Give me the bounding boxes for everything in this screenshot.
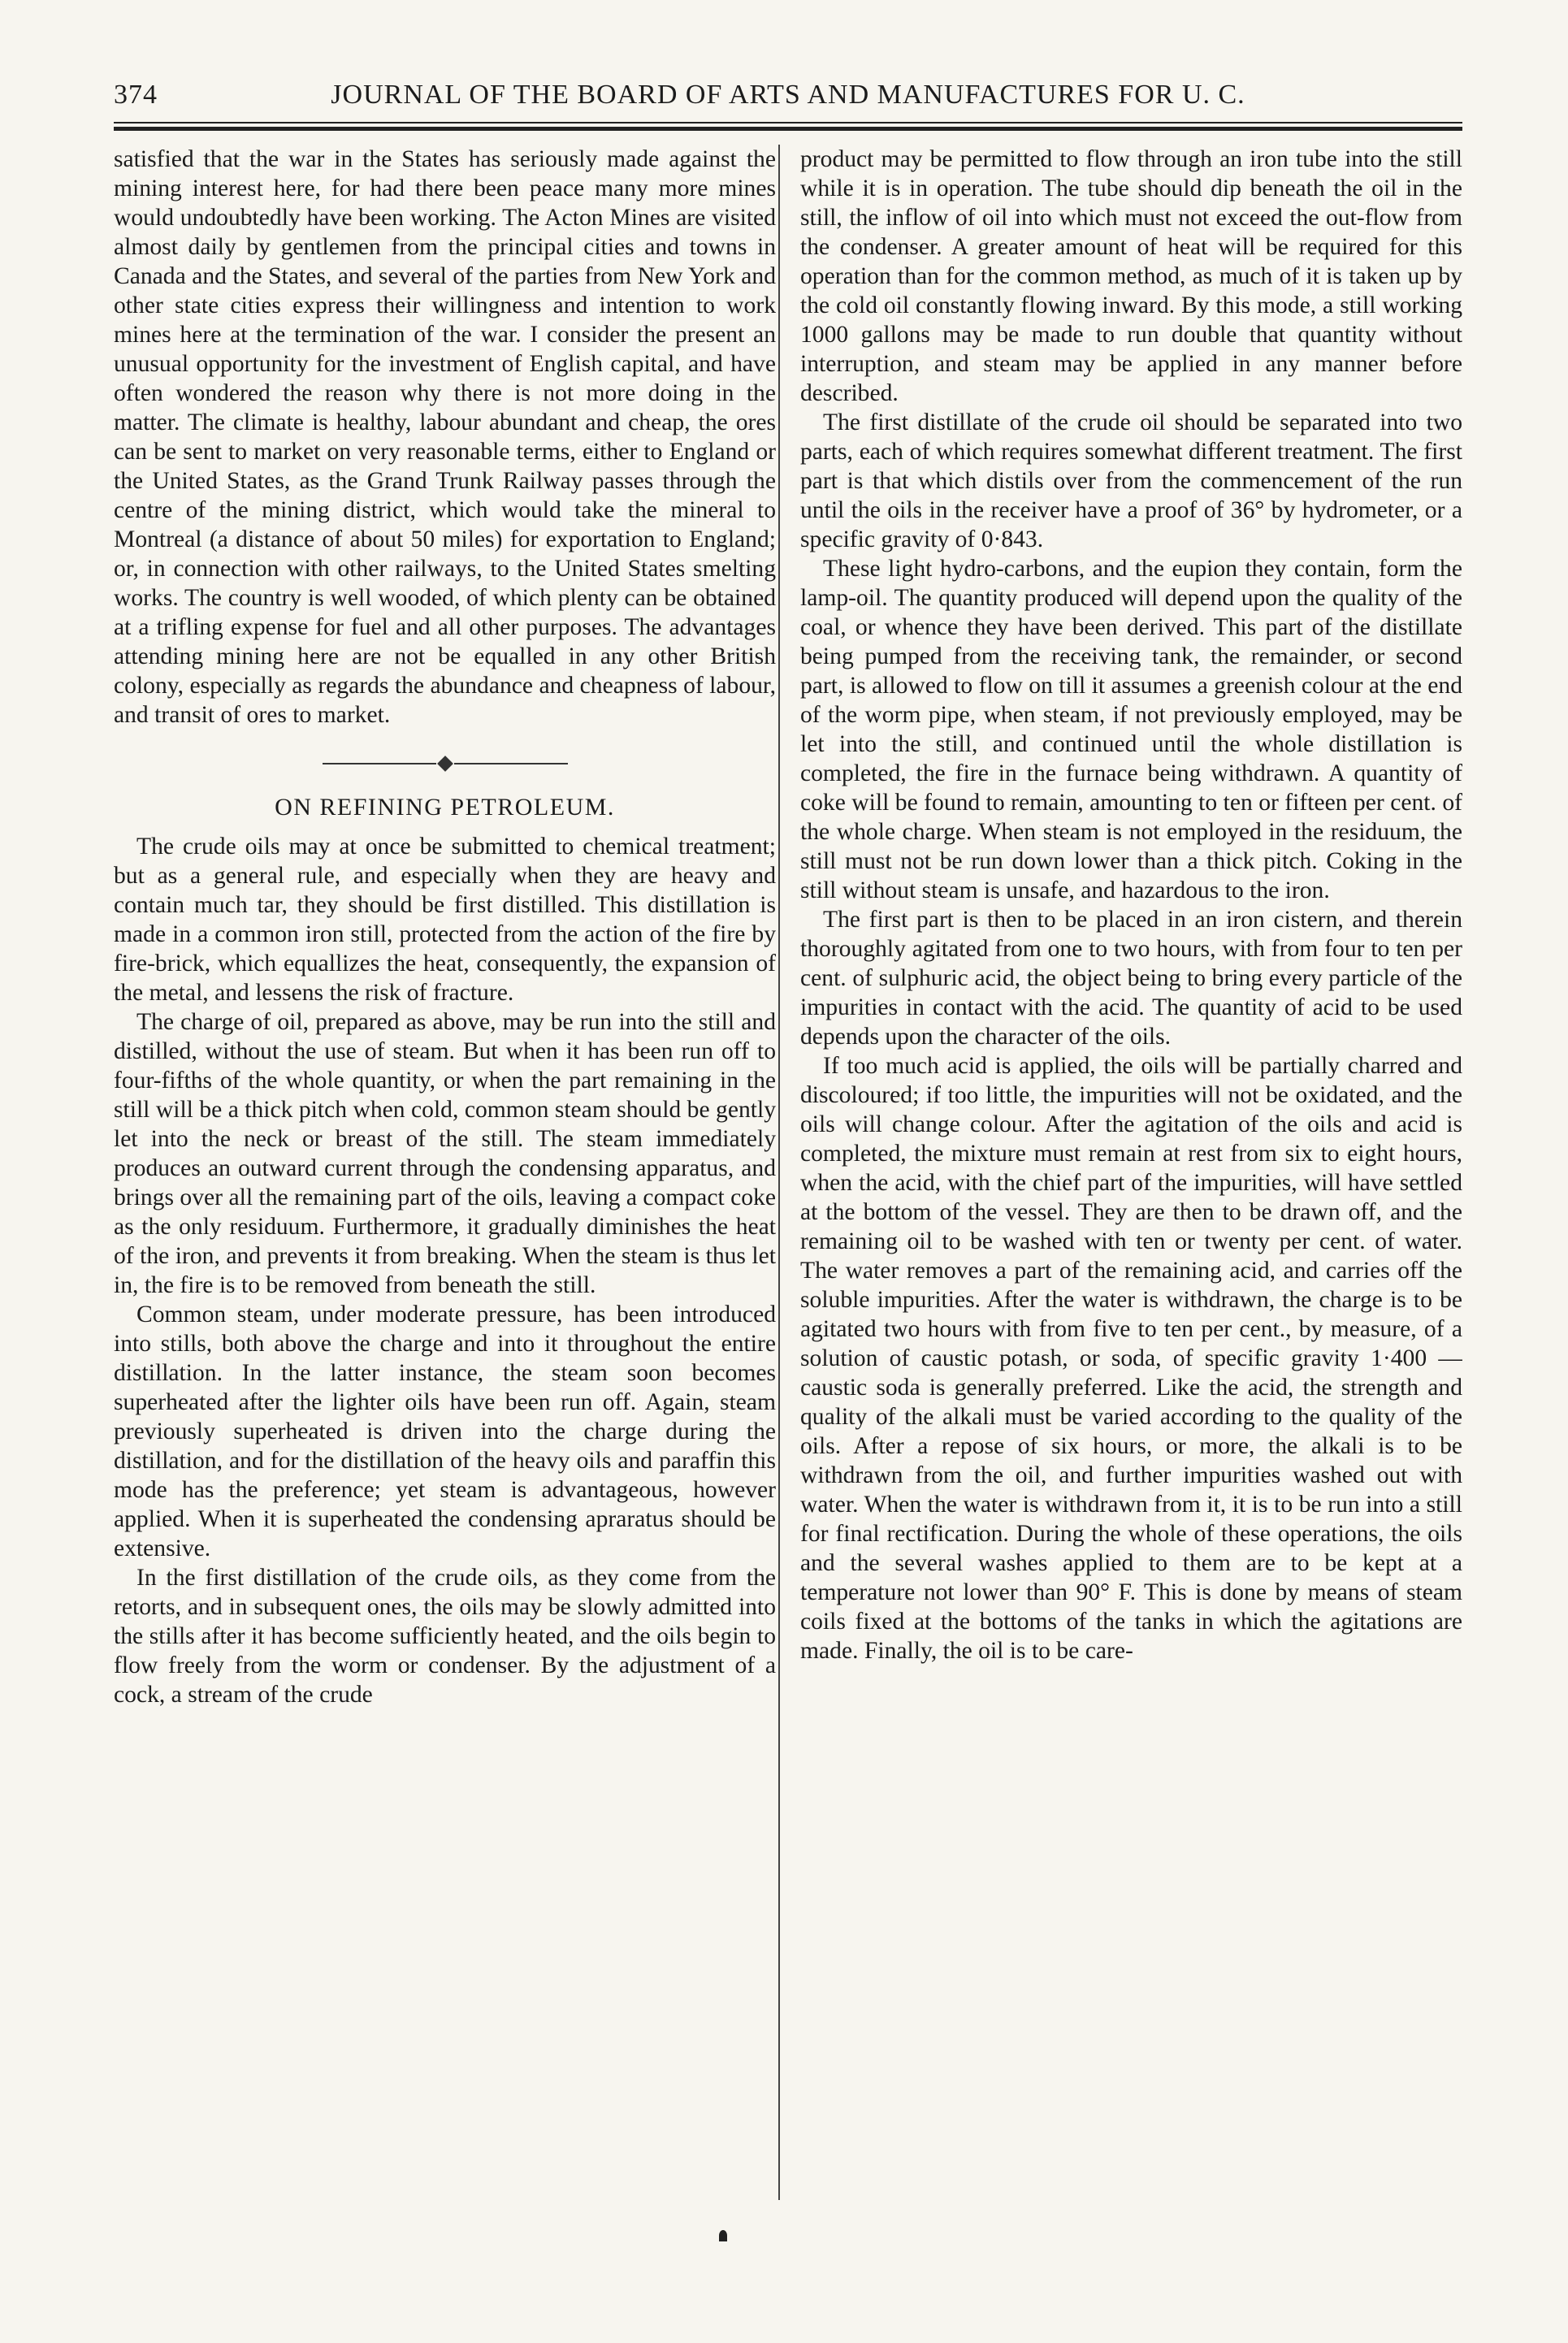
paragraph-crude-oils: The crude oils may at once be submitted to chemical treatment; but as a general rule, and especially when they are heavy and contain much tar, they should be first distilled. This distillation is made in a common iron still, protected from the action of the fire by fire-brick, which equallizes the heat, consequently, the expansion of the metal, and lessens the risk of fracture.: [114, 834, 776, 1006]
printers-mark-icon: [719, 2230, 727, 2241]
running-header: [114, 80, 1462, 119]
journal-title: JOURNAL OF THE BOARD OF ARTS AND MANUFACTURES FOR U. C.: [331, 80, 1245, 110]
paragraph-too-much-acid: If too much acid is applied, the oils will be partially charred and discoloured; if too little, the impurities will not be oxidated, and the oils will change colour. After the agitation of the oils and acid is completed, the mixture must remain at rest from six to eight hours, when the acid, with the chief part of the impurities, will have settled at the bottom of the vessel. They are then to be drawn off, and the remaining oil to be washed with ten or twenty per cent. of water. The water removes a part of the remaining acid, and carries off the soluble impurities. After the water is withdrawn, the charge is to be agitated two hours with from five to ten per cent., by measure, of a solution of caustic potash, or soda, of specific gravity 1·400 —caustic soda is generally preferred. Like the acid, the strength and quality of the alkali must be varied according to the quality of the oils. After a repose of six hours, or more, the alkali is to be withdrawn from the oil, and further impurities washed out with water. When the water is withdrawn from it, it is to be run into a still for final rectification. During the whole of these operations, the oils and the several washes applied to them are to be kept at a temperature not lower than 90° F. This is done by means of steam coils fixed at the bottoms of the tanks in which the agitations are made. Finally, the oil is to be care-: [800, 1053, 1462, 1664]
left-column: [114, 145, 776, 2224]
paragraph-first-distillation: In the first distillation of the crude oils, as they come from the retorts, and in subsequent ones, the oils may be slowly admitted into the stills after it has become sufficiently heated, and the oils begin to flow freely from the worm or condenser. By the adjustment of a cock, a stream of the crude: [114, 1565, 776, 1708]
article-heading: ON REFINING PETROLEUM.: [275, 794, 615, 821]
paragraph-first-distillate: The first distillate of the crude oil should be separated into two parts, each of which requires somewhat different treatment. The first part is that which distils over from the commencement of the run until the oils in the receiver have a proof of 36° by hydrometer, or a specific gravity of 0·843.: [800, 409, 1462, 552]
header-rule-thin: [114, 122, 1462, 123]
paragraph-light-hydrocarbons: These light hydro-carbons, and the eupion they contain, form the lamp-oil. The quantity produced will depend upon the quality of the coal, or whence they have been derived. This part of the distillate being pumped from the receiving tank, the remainder, or second part, is allowed to flow on till it assumes a greenish colour at the end of the worm pipe, when steam, if not previously employed, may be let into the still, and continued until the whole distillation is completed, the fire in the furnace being withdrawn. A quantity of coke will be found to remain, amounting to ten or fifteen per cent. of the whole charge. When steam is not employed in the residuum, the still must not be run down lower than a thick pitch. Coking in the still without steam is unsafe, and hazardous to the iron.: [800, 556, 1462, 903]
diamond-ornament-icon: [437, 756, 453, 772]
paragraph-mining-continuation: satisfied that the war in the States has seriously made against the mining interest here, for had there been peace many more mines would undoubtedly have been working. The Acton Mines are visited almost daily by gentlemen from the principal cities and towns in Canada and the States, and several of the parties from New York and other state cities express their willingness and intention to work mines here at the termination of the war. I consider the present an unusual opportunity for the investment of English capital, and have often wondered the reason why there is not more doing in the matter. The climate is healthy, labour abundant and cheap, the ores can be sent to market on very reasonable terms, either to England or the United States, as the Grand Trunk Railway passes through the centre of the mining district, which would take the mineral to Montreal (a distance of about 50 miles) for exportation to England; or, in connection with other railways, to the United States smelting works. The country is well wooded, of which plenty can be obtained at a trifling expense for fuel and all other purposes. The advantages attending mining here are not be equalled in any other British colony, especially as regards the abundance and cheapness of labour, and transit of ores to market.: [114, 146, 776, 728]
paragraph-product-flow: product may be permitted to flow through an iron tube into the still while it is in operation. The tube should dip beneath the oil in the still, the inflow of oil into which must not exceed the out-flow from the condenser. A greater amount of heat will be required for this operation than for the common method, as much of it is taken up by the cold oil constantly flowing inward. By this mode, a still working 1000 gallons may be made to run double that quantity without interruption, and steam may be applied in any manner before described.: [800, 146, 1462, 406]
paragraph-common-steam: Common steam, under moderate pressure, has been introduced into stills, both above the charge and into it throughout the entire distillation. In the latter instance, the steam soon becomes superheated after the lighter oils have been run off. Again, steam previously superheated is driven into the charge during the distillation, and for the distillation of the heavy oils and paraffin this mode has the preference; yet steam is advantageous, however applied. When it is superheated the condensing apraratus should be extensive.: [114, 1301, 776, 1561]
paragraph-iron-cistern: The first part is then to be placed in an iron cistern, and therein thoroughly agitated from one to two hours, with from four to ten per cent. of sulphuric acid, the object being to bring every particle of the impurities in contact with the acid. The quantity of acid to be used depends upon the character of the oils.: [800, 907, 1462, 1050]
page-number: 374: [114, 80, 158, 110]
right-column: [800, 145, 1462, 2224]
paragraph-charge-of-oil: The charge of oil, prepared as above, may be run into the still and distilled, without the use of steam. But when it has been run off to four-fifths of the whole quantity, or when the part remaining in the still will be a thick pitch when cold, common steam should be gently let into the neck or breast of the still. The steam immediately produces an outward current through the condensing apparatus, and brings over all the remaining part of the oils, leaving a compact coke as the only residuum. Furthermore, it gradually diminishes the heat of the iron, and prevents it from breaking. When the steam is thus let in, the fire is to be removed from beneath the still.: [114, 1009, 776, 1298]
section-ornament: [114, 747, 776, 780]
header-rule-thick: [114, 127, 1462, 131]
column-divider: [778, 145, 780, 2200]
